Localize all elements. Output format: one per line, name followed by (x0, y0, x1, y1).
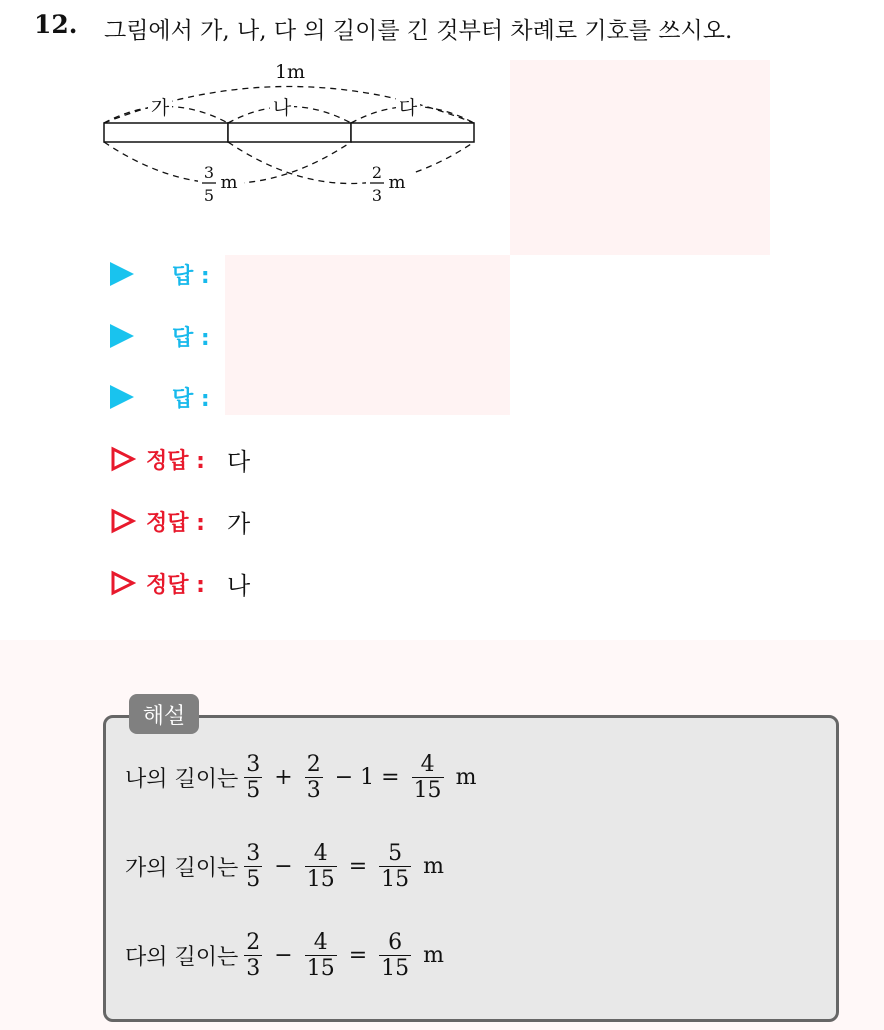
answer-label: 답 : (172, 325, 210, 351)
left-span-unit: m (220, 172, 238, 193)
length-diagram (0, 0, 884, 240)
total-length-label: 1m (274, 61, 306, 83)
operator: − 1 = (334, 765, 400, 791)
right-span-numerator: 2 (371, 163, 383, 182)
question-number: 12. (34, 10, 78, 39)
fraction: $\frac{4}{15}$ (306, 841, 335, 893)
operator: = (348, 854, 368, 880)
question-text: 그림에서 가, 나, 다 의 길이를 긴 것부터 차례로 기호를 쓰시오. (104, 18, 733, 44)
explanation-line (125, 752, 476, 804)
solution-label: 정답 : (146, 572, 205, 598)
fraction: $\frac{2}{3}$ (306, 752, 321, 804)
right-span-denominator: 3 (371, 186, 383, 205)
line-prefix: 가의 길이는 (125, 856, 239, 882)
segment-label-da: 다 (398, 97, 418, 119)
fraction: $\frac{4}{15}$ (306, 930, 335, 982)
background-block (225, 255, 510, 415)
segment-da (351, 123, 474, 142)
segment-na (228, 123, 351, 142)
explanation-tab: 해설 (129, 694, 199, 734)
play-triangle-icon (110, 324, 134, 348)
right-span-arc (228, 142, 474, 184)
answer-slot[interactable] (110, 256, 210, 292)
operator: = (348, 943, 368, 969)
answer-slot[interactable] (110, 318, 210, 354)
solution-row (110, 565, 250, 601)
operator: + (274, 765, 293, 791)
segment-label-ga: 가 (150, 97, 170, 119)
unit: m (423, 943, 445, 969)
right-span-unit: m (388, 172, 406, 193)
segment-ga (104, 123, 228, 142)
fraction: $\frac{3}{5}$ (246, 752, 261, 804)
fraction: $\frac{3}{5}$ (246, 841, 261, 893)
solution-value: 나 (226, 571, 251, 600)
solution-row (110, 441, 250, 477)
answer-label: 답 : (172, 386, 210, 412)
unit: m (423, 854, 445, 880)
fraction: $\frac{6}{15}$ (381, 930, 410, 982)
outline-triangle-icon (110, 570, 136, 596)
outline-triangle-icon (110, 446, 136, 472)
outline-triangle-icon (110, 508, 136, 534)
fraction: $\frac{2}{3}$ (246, 930, 261, 982)
fraction: $\frac{5}{15}$ (381, 841, 410, 893)
line-prefix: 나의 길이는 (125, 767, 239, 793)
play-triangle-icon (110, 262, 134, 286)
solution-row (110, 503, 250, 539)
answer-label: 답 : (172, 263, 210, 289)
solution-value: 다 (226, 447, 251, 476)
solution-label: 정답 : (146, 448, 205, 474)
left-span-denominator: 5 (203, 186, 215, 205)
explanation-line (125, 930, 444, 982)
unit: m (455, 765, 477, 791)
answer-slot[interactable] (110, 379, 210, 415)
solution-label: 정답 : (146, 510, 205, 536)
operator: − (274, 943, 293, 969)
fraction: $\frac{4}{15}$ (413, 752, 442, 804)
solution-value: 가 (226, 509, 251, 538)
play-triangle-icon (110, 385, 134, 409)
left-span-numerator: 3 (203, 163, 215, 182)
line-prefix: 다의 길이는 (125, 945, 239, 971)
segment-label-na: 나 (272, 97, 292, 119)
operator: − (274, 854, 293, 880)
explanation-line (125, 841, 444, 893)
